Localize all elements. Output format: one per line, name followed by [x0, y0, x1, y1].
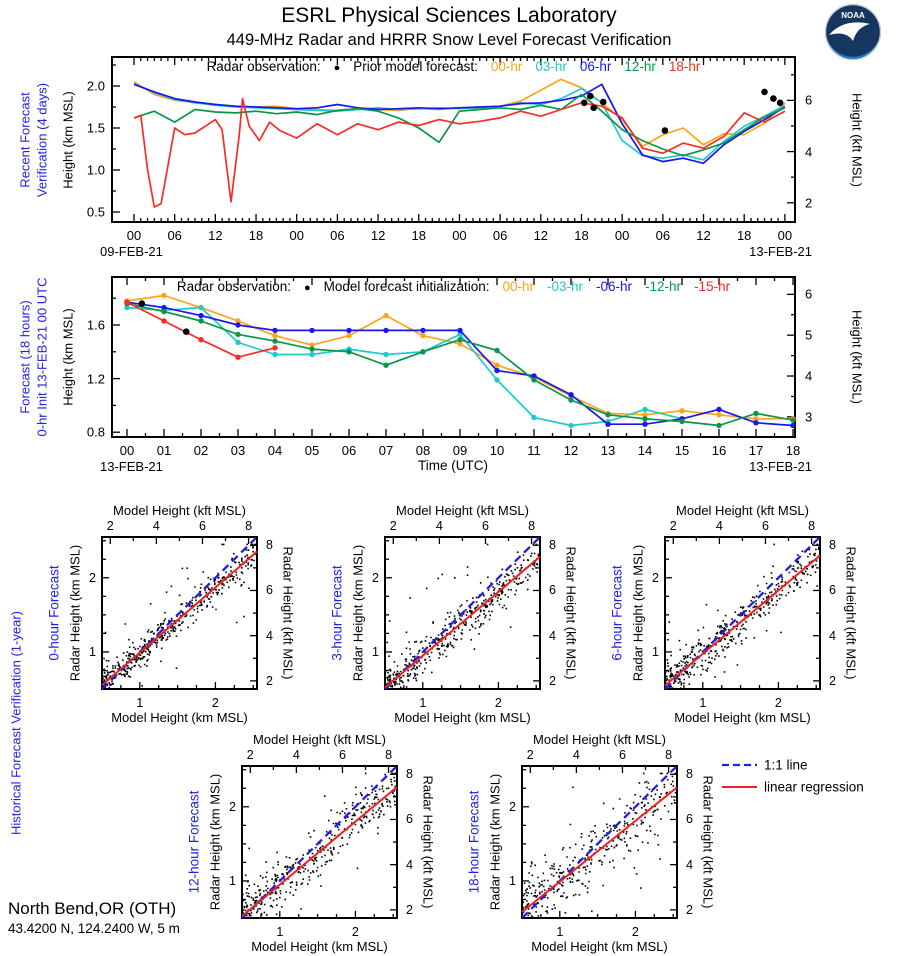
y-tick-label-right: 8 [686, 767, 693, 782]
x-tick-label-top: 6 [338, 748, 346, 762]
x-tick-label-top: 4 [292, 748, 300, 762]
x-tick-label: 12 [563, 443, 579, 458]
x-tick-label: 18 [411, 228, 426, 243]
chart1-right-axis-title: Height (kft MSL) [849, 93, 865, 187]
x-tick-label: 06 [341, 443, 357, 458]
y-tick-label: 0.5 [86, 204, 105, 220]
x-tick-label: 1 [556, 925, 564, 939]
legend-regression-label: linear regression [764, 779, 864, 795]
chart2-right-axis-title: Height (kft MSL) [849, 310, 865, 404]
legend-radar-label: Radar observation: [206, 59, 321, 74]
x-tick-label: 1 [699, 696, 707, 710]
x-tick-label-top: 2 [669, 519, 677, 533]
x-tick-label: 1 [276, 925, 284, 939]
station-name: North Bend,OR (OTH) [8, 899, 177, 918]
legend-entry-m12-hr: -12-hr [645, 279, 682, 294]
y-tick-label: 1 [372, 644, 379, 659]
y-tick-label: 2 [509, 799, 516, 814]
x-tick-label-top: 2 [246, 748, 254, 762]
x-tick-label-top: 6 [618, 748, 626, 762]
y-tick-label-right: 3 [805, 409, 813, 425]
chart2-x-axis-title: Time (UTC) [418, 458, 488, 473]
scatter-right-axis-title: Radar Height (kft MSL) [700, 775, 716, 909]
x-tick-label: 01 [156, 443, 172, 458]
y-tick-label: 1.2 [86, 371, 105, 387]
scatter-forecast-label: 0-hour Forecast [46, 565, 62, 661]
legend-one-to-one-label: 1:1 line [764, 757, 808, 773]
x-tick-label: 00 [452, 228, 467, 243]
y-tick-label: 2.0 [86, 78, 105, 94]
scatter-top-axis-title: Model Height (kft MSL) [533, 732, 666, 747]
legend-entry-m06-hr: -06-hr [596, 279, 633, 294]
y-tick-label-right: 4 [805, 368, 813, 384]
x-tick-label: 03 [230, 443, 246, 458]
x-tick-label: 06 [655, 228, 671, 243]
historical-section-label: Historical Forecast Verification (1-year) [8, 611, 24, 835]
page-subtitle: 449-MHz Radar and HRRR Snow Level Forecast Verification [226, 31, 672, 49]
y-tick-label: 1.0 [86, 162, 105, 178]
y-tick-label-right: 6 [266, 583, 273, 598]
x-tick-label: 12 [370, 228, 386, 243]
x-tick-label: 13 [600, 443, 616, 458]
x-tick-label: 00 [614, 228, 630, 243]
y-tick-label: 2 [229, 799, 236, 814]
x-tick-label: 12 [533, 228, 549, 243]
y-tick-label-right: 4 [406, 857, 413, 872]
x-tick-label-top: 6 [198, 519, 206, 533]
x-tick-label: 2 [351, 925, 359, 939]
noaa-logo [824, 3, 882, 61]
legend-radar-marker-icon: ● [333, 62, 341, 74]
legend-entry-03-hr: 03-hr [535, 59, 567, 74]
y-tick-label-right: 2 [406, 902, 413, 917]
x-tick-label-top: 8 [665, 748, 673, 762]
legend-radar-label: Radar observation: [176, 279, 291, 294]
chart1-date-left: 09-FEB-21 [100, 244, 163, 259]
scatter-right-axis-title: Radar Height (kft MSL) [420, 775, 436, 909]
legend-model-label: Model forecast initialization: [323, 279, 490, 294]
scatter-top-axis-title: Model Height (kft MSL) [253, 732, 386, 747]
noaa-logo-text: NOAA [841, 11, 865, 20]
y-tick-label-right: 6 [805, 286, 813, 302]
scatter-forecast-label: 18-hour Forecast [466, 790, 482, 894]
y-tick-label-right: 6 [829, 583, 836, 598]
y-tick-label-right: 4 [549, 628, 556, 643]
legend-entry-m15-hr: -15-hr [694, 279, 731, 294]
y-tick-label-right: 8 [829, 538, 836, 553]
x-tick-label-top: 2 [389, 519, 397, 533]
y-tick-label-right: 2 [686, 902, 693, 917]
x-tick-label: 2 [631, 925, 639, 939]
x-tick-label-top: 8 [385, 748, 393, 762]
x-tick-label-top: 6 [761, 519, 769, 533]
x-tick-label: 16 [711, 443, 727, 458]
y-tick-label-right: 8 [406, 767, 413, 782]
scatter-left-axis-title: Radar Height (km MSL) [350, 544, 366, 682]
y-tick-label: 2 [652, 570, 659, 585]
x-tick-label: 06 [330, 228, 345, 243]
x-tick-label-top: 4 [572, 748, 580, 762]
scatter-left-axis-title: Radar Height (km MSL) [207, 773, 223, 911]
x-tick-label: 18 [736, 228, 752, 243]
scatter-bottom-axis-title: Model Height (km MSL) [111, 710, 248, 725]
x-tick-label: 00 [119, 443, 135, 458]
x-tick-label: 11 [527, 443, 541, 458]
scatter-bottom-axis-title: Model Height (km MSL) [394, 710, 531, 725]
chart2-date-left: 13-FEB-21 [100, 459, 163, 474]
recent-section-label-line1: Recent Forecast [17, 92, 33, 188]
y-tick-label: 1 [229, 873, 236, 888]
y-tick-label-right: 2 [266, 673, 273, 688]
recent-section-label-line2: Verification (4 days) [34, 82, 50, 198]
legend-radar-marker-icon: ● [304, 282, 311, 294]
x-tick-label: 18 [574, 228, 589, 243]
scatter-right-axis-title: Radar Height (kft MSL) [843, 546, 859, 680]
y-tick-label: 2 [89, 570, 96, 585]
scatter-right-axis-title: Radar Height (kft MSL) [280, 546, 296, 680]
scatter-top-axis-title: Model Height (kft MSL) [676, 503, 809, 518]
x-tick-label: 12 [208, 228, 223, 243]
y-tick-label: 1 [509, 873, 516, 888]
y-tick-label-right: 2 [805, 195, 813, 211]
x-tick-label: 10 [489, 443, 505, 458]
x-tick-label: 2 [494, 696, 502, 710]
x-tick-label-top: 8 [245, 519, 253, 533]
y-tick-label-right: 6 [805, 92, 813, 108]
x-tick-label: 2 [774, 696, 782, 710]
x-tick-label-top: 2 [106, 519, 114, 533]
scatter-bottom-axis-title: Model Height (km MSL) [674, 710, 811, 725]
y-tick-label: 1 [89, 644, 96, 659]
x-tick-label: 09 [452, 443, 468, 458]
x-tick-label: 00 [126, 228, 142, 243]
scatter-forecast-label: 6-hour Forecast [609, 565, 625, 661]
forecast-section-label-line2: 0-hr Init 13-FEB-21 00 UTC [34, 277, 50, 437]
x-tick-label: 12 [696, 228, 711, 243]
y-tick-label-right: 6 [686, 812, 693, 827]
x-tick-label: 00 [289, 228, 304, 243]
y-tick-label-right: 8 [549, 538, 556, 553]
recent-verification-legend [112, 59, 795, 74]
scatter-bottom-axis-title: Model Height (km MSL) [531, 939, 668, 954]
x-tick-label: 02 [193, 443, 209, 458]
scatter-forecast-label: 3-hour Forecast [329, 565, 345, 661]
x-tick-label-top: 4 [715, 519, 723, 533]
x-tick-label: 05 [304, 443, 320, 458]
forecast-18hr-legend [112, 279, 795, 294]
scatter-bottom-axis-title: Model Height (km MSL) [251, 939, 388, 954]
y-tick-label-right: 6 [406, 812, 413, 827]
x-tick-label: 06 [167, 228, 182, 243]
x-tick-label-top: 4 [152, 519, 160, 533]
x-tick-label: 18 [248, 228, 264, 243]
x-tick-label: 07 [378, 443, 394, 458]
chart2-date-right: 13-FEB-21 [749, 459, 812, 474]
scatter-left-axis-title: Radar Height (km MSL) [487, 773, 503, 911]
legend-entry-06-hr: 06-hr [579, 59, 612, 74]
y-tick-label-right: 6 [549, 583, 556, 598]
y-tick-label: 1.6 [86, 317, 105, 333]
scatter-left-axis-title: Radar Height (km MSL) [67, 544, 83, 682]
scatter-top-axis-title: Model Height (kft MSL) [396, 503, 529, 518]
x-tick-label: 2 [211, 696, 219, 710]
legend-entry-00-hr: 00-hr [502, 279, 535, 294]
y-tick-label-right: 4 [805, 144, 813, 160]
x-tick-label-top: 6 [481, 519, 489, 533]
x-tick-label: 04 [267, 443, 283, 458]
chart1-date-right: 13-FEB-21 [749, 244, 812, 259]
station-coordinates: 43.4200 N, 124.2400 W, 5 m [8, 921, 180, 936]
scatter-top-axis-title: Model Height (kft MSL) [113, 503, 246, 518]
scatter-left-axis-title: Radar Height (km MSL) [630, 544, 646, 682]
scatter-forecast-label: 12-hour Forecast [186, 790, 202, 894]
legend-model-label: Prior model forecast: [353, 59, 478, 74]
y-tick-label-right: 2 [829, 673, 836, 688]
legend-entry-12-hr: 12-hr [624, 59, 656, 74]
y-tick-label: 2 [372, 570, 379, 585]
y-tick-label-right: 5 [805, 327, 813, 343]
y-tick-label-right: 4 [686, 857, 693, 872]
legend-entry-00-hr: 00-hr [490, 59, 523, 74]
x-tick-label: 08 [415, 443, 431, 458]
x-tick-label: 06 [492, 228, 508, 243]
y-tick-label: 0.8 [86, 424, 105, 440]
x-tick-label-top: 4 [435, 519, 443, 533]
y-tick-label: 1 [652, 644, 659, 659]
legend-entry-18-hr: 18-hr [668, 59, 701, 74]
x-tick-label: 14 [637, 443, 653, 458]
x-tick-label: 15 [674, 443, 690, 458]
x-tick-label: 1 [419, 696, 427, 710]
x-tick-label: 18 [785, 443, 801, 458]
legend-entry-m03-hr: -03-hr [547, 279, 584, 294]
chart2-y-axis-title: Height (km MSL) [60, 308, 76, 406]
x-tick-label-top: 2 [526, 748, 534, 762]
y-tick-label-right: 2 [549, 673, 556, 688]
y-tick-label: 1.5 [86, 120, 105, 136]
x-tick-label-top: 8 [808, 519, 816, 533]
chart1-y-axis-title: Height (km MSL) [60, 91, 76, 189]
x-tick-label-top: 8 [528, 519, 536, 533]
x-tick-label: 17 [748, 443, 764, 458]
y-tick-label-right: 8 [266, 538, 273, 553]
y-tick-label-right: 4 [829, 628, 836, 643]
forecast-section-label-line1: Forecast (18 hours) [17, 300, 33, 414]
y-tick-label-right: 4 [266, 628, 273, 643]
x-tick-label: 00 [777, 228, 793, 243]
page-title: ESRL Physical Sciences Laboratory [281, 4, 617, 27]
x-tick-label: 1 [136, 696, 144, 710]
scatter-right-axis-title: Radar Height (kft MSL) [563, 546, 579, 680]
